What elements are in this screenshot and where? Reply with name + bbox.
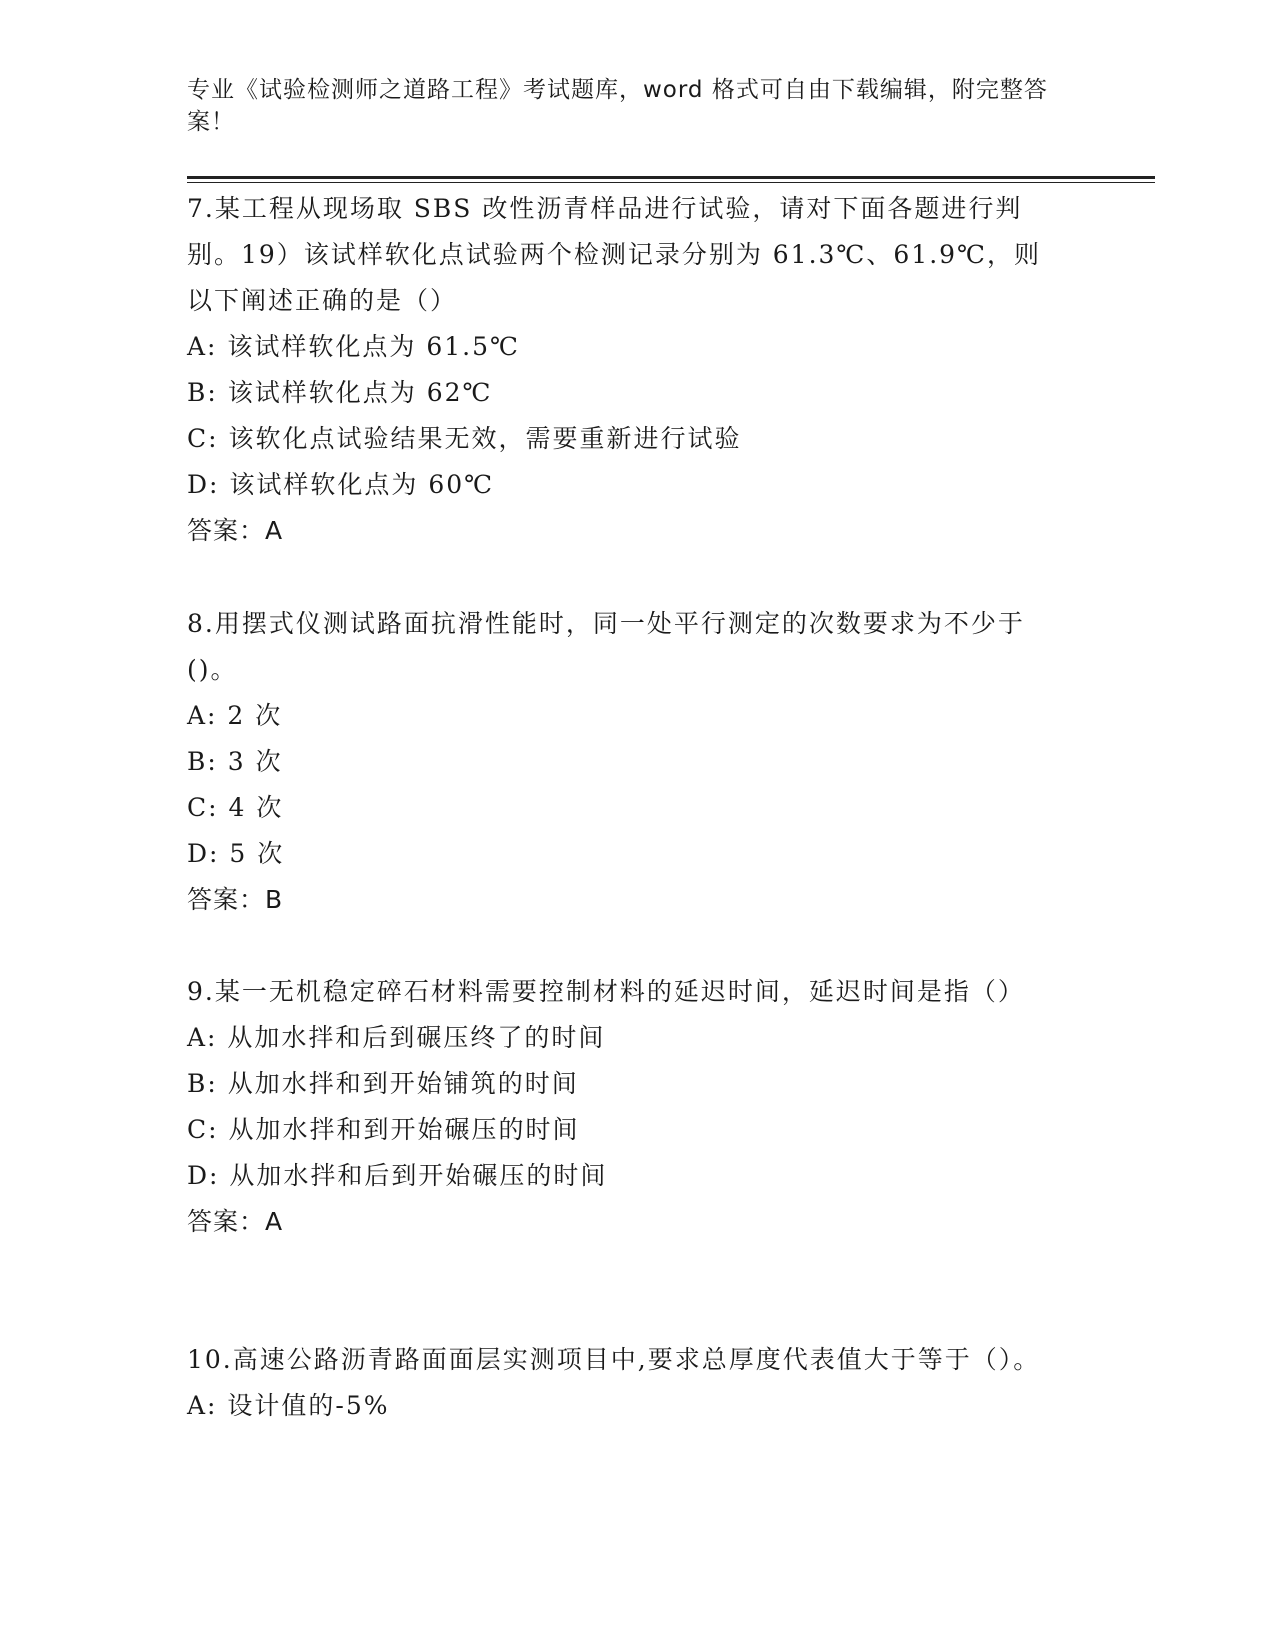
option-d: D: 该试样软化点为 60℃ <box>187 470 495 499</box>
question-stem: 8.用摆式仪测试路面抗滑性能时，同一处平行测定的次数要求为不少于()。 <box>187 609 1025 684</box>
option-a: A: 从加水拌和后到碾压终了的时间 <box>187 1023 606 1052</box>
question-stem: 9.某一无机稳定碎石材料需要控制材料的延迟时间，延迟时间是指（） <box>187 977 1025 1006</box>
option-b: B: 从加水拌和到开始铺筑的时间 <box>187 1069 579 1098</box>
document-header: 专业《试验检测师之道路工程》考试题库，word 格式可自由下载编辑，附完整答案！ <box>187 77 1048 135</box>
question-stem: 10.高速公路沥青路面面层实测项目中,要求总厚度代表值大于等于（）。 <box>187 1345 1041 1374</box>
option-a: A: 设计值的-5% <box>187 1391 390 1420</box>
answer: 答案：A <box>187 1207 284 1236</box>
header-rule-thick <box>187 176 1155 179</box>
option-b: B: 3 次 <box>187 747 283 776</box>
header-rule-thin <box>187 182 1155 183</box>
question-7 <box>187 186 1067 554</box>
answer: 答案：A <box>187 516 284 545</box>
option-c: C: 4 次 <box>187 793 284 822</box>
option-c: C: 从加水拌和到开始碾压的时间 <box>187 1115 580 1144</box>
question-stem: 7.某工程从现场取 SBS 改性沥青样品进行试验，请对下面各题进行判别。19）该试样软化点试验两个检测记录分别为 61.3℃、61.9℃，则以下阐述正确的是（） <box>187 194 1042 315</box>
question-9 <box>187 969 1067 1245</box>
option-c: C: 该软化点试验结果无效，需要重新进行试验 <box>187 424 742 453</box>
option-d: D: 5 次 <box>187 839 285 868</box>
option-d: D: 从加水拌和后到开始碾压的时间 <box>187 1161 608 1190</box>
question-8 <box>187 601 1067 923</box>
question-10 <box>187 1337 1067 1429</box>
option-b: B: 该试样软化点为 62℃ <box>187 378 493 407</box>
option-a: A: 该试样软化点为 61.5℃ <box>187 332 521 361</box>
answer: 答案：B <box>187 885 284 914</box>
option-a: A: 2 次 <box>187 701 283 730</box>
